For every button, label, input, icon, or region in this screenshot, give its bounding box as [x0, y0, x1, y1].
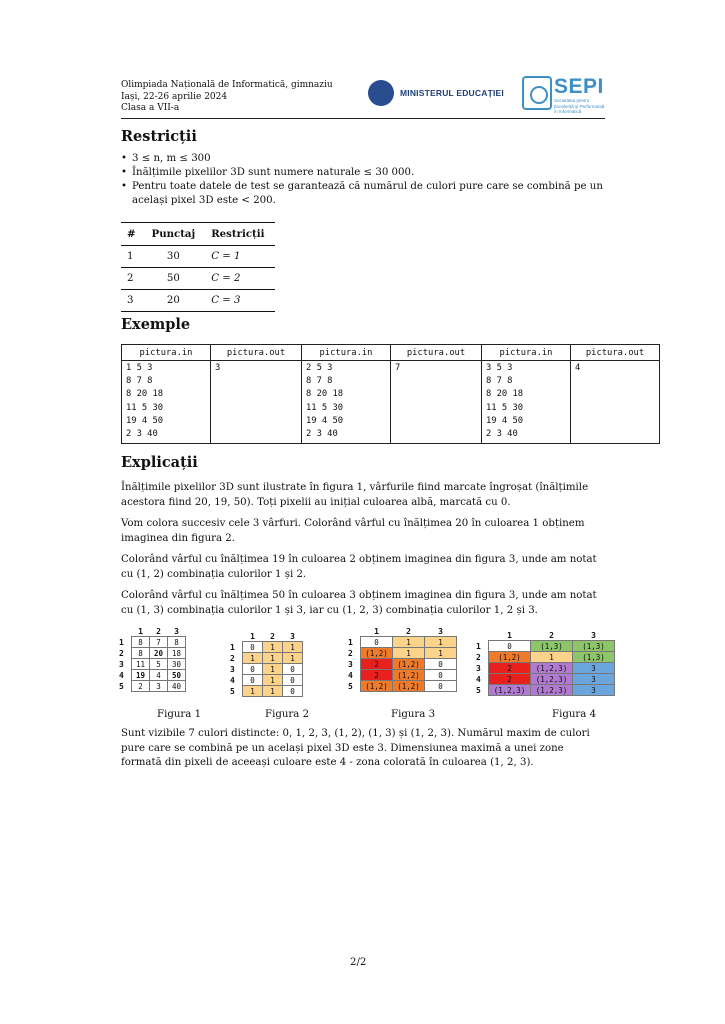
restrictii-list — [121, 152, 607, 208]
grid-row — [230, 686, 303, 697]
crest-icon — [368, 80, 394, 106]
grid-cell: 8 — [132, 648, 150, 659]
grid-row — [119, 670, 186, 681]
table-header: pictura.out — [211, 345, 302, 361]
grid-cell: 3 — [573, 663, 615, 674]
score-table — [121, 222, 275, 312]
grid-cell: 1 — [283, 642, 303, 653]
grid-cell: (1,2) — [489, 652, 531, 663]
grid-row-header: 3 — [476, 663, 481, 673]
table-cell: 2 — [121, 268, 146, 290]
grid-row — [476, 652, 615, 663]
grid-cell: 0 — [425, 681, 457, 692]
grid-cell: 3 — [150, 681, 168, 692]
grid-cell: 2 — [361, 670, 393, 681]
table-header: # — [121, 223, 146, 246]
section-title-exemple: Exemple — [121, 316, 191, 333]
grid-corner — [119, 626, 132, 637]
grid-cell: 2 — [489, 663, 531, 674]
table-cell: 3 — [121, 290, 146, 312]
header-info — [121, 80, 333, 115]
grid-col-header: 3 — [290, 631, 295, 641]
grid-row-header: 3 — [348, 659, 353, 669]
grid-row — [230, 664, 303, 675]
grid-row-header: 4 — [476, 674, 481, 684]
grid-cell: 20 — [150, 648, 168, 659]
grid-row-header: 2 — [119, 648, 124, 658]
ministry-name: MINISTERUL EDUCAȚIEI — [400, 88, 504, 98]
grid-cell: 11 — [132, 659, 150, 670]
grid-cell: (1,2,3) — [531, 674, 573, 685]
grid-corner — [476, 630, 489, 641]
grid-row-header: 5 — [119, 681, 124, 691]
grid-cell: 5 — [150, 659, 168, 670]
grid-cell: 40 — [168, 681, 186, 692]
grid-cell: 0 — [283, 675, 303, 686]
grid-cell: 1 — [263, 664, 283, 675]
paragraph: Înălțimile pixelilor 3D sunt ilustrate în figura 1, vârfurile fiind marcate îngroșat (înălțimile acestora fiind 20, 19, 50). Toți pixelii au inițial culoarea albă, marcată cu 0. — [121, 482, 589, 508]
grid-col-header: 2 — [406, 626, 411, 636]
grid-row-header: 5 — [348, 681, 353, 691]
table-row — [121, 268, 275, 290]
table-cell: C = 2 — [205, 268, 274, 290]
header-divider — [121, 118, 605, 119]
grid-row — [476, 674, 615, 685]
figure-caption: Figura 4 — [552, 709, 597, 720]
section-title-explicatii: Explicații — [121, 454, 198, 471]
paragraph: Vom colora succesiv cele 3 vârfuri. Colorând vârful cu înălțimea 20 în culoarea 1 obținem imaginea din figura 2. — [121, 518, 585, 544]
grid-row-header: 4 — [230, 675, 235, 685]
grid-cell: 0 — [243, 642, 263, 653]
paragraph: Colorând vârful cu înălțimea 50 în culoarea 3 obținem imaginea din figura 3, unde am notat cu (1, 3) combinația culorilor 1 și 3, iar cu (1, 2, 3) combinația culorilor 1, 2 și 3. — [121, 590, 597, 616]
grid-cell: 1 — [425, 648, 457, 659]
table-header: pictura.in — [302, 345, 391, 361]
grid-row — [476, 641, 615, 652]
grid-cell: 1 — [263, 642, 283, 653]
grid-col-header: 1 — [374, 626, 379, 636]
table-header: pictura.out — [571, 345, 660, 361]
table-cell: 30 — [146, 246, 206, 268]
grid-cell: 0 — [425, 670, 457, 681]
grid-row — [230, 675, 303, 686]
grid-row — [230, 642, 303, 653]
table-cell: C = 1 — [205, 246, 274, 268]
grid-cell: 2 — [361, 659, 393, 670]
grid-row-header: 1 — [230, 642, 235, 652]
header-line: Clasa a VII-a — [121, 103, 180, 113]
grid-row-header: 3 — [230, 664, 235, 674]
grid-cell: 0 — [283, 664, 303, 675]
grid-row — [348, 681, 457, 692]
grid-col-header: 2 — [270, 631, 275, 641]
grid-row-header: 4 — [119, 670, 124, 680]
grid-cell: 0 — [283, 686, 303, 697]
header-line: Olimpiada Națională de Informatică, gimnaziu — [121, 80, 333, 90]
grid-col-header: 2 — [549, 630, 554, 640]
grid-cell: (1,2,3) — [489, 685, 531, 696]
grid-cell: 7 — [150, 637, 168, 648]
grid-cell: 1 — [263, 653, 283, 664]
table-cell: 50 — [146, 268, 206, 290]
grid-col-header: 1 — [507, 630, 512, 640]
grid-row — [348, 648, 457, 659]
grid-cell: (1,2) — [393, 670, 425, 681]
table-header: pictura.out — [391, 345, 482, 361]
grid-cell: 0 — [489, 641, 531, 652]
grid-row-header: 5 — [230, 686, 235, 696]
grid-corner — [230, 631, 243, 642]
grid-row-header: 1 — [119, 637, 124, 647]
grid-cell: 1 — [263, 686, 283, 697]
figure-2-grid — [230, 631, 303, 697]
grid-cell: 30 — [168, 659, 186, 670]
sepi-icon — [522, 76, 552, 110]
grid-row — [230, 653, 303, 664]
grid-cell: 1 — [243, 653, 263, 664]
table-cell: 3 — [211, 361, 302, 444]
grid-row-header: 1 — [476, 641, 481, 651]
table-header: Punctaj — [146, 223, 206, 246]
grid-col-header: 3 — [591, 630, 596, 640]
grid-cell: 1 — [393, 648, 425, 659]
grid-cell: (1,3) — [531, 641, 573, 652]
examples-table — [121, 344, 660, 444]
table-cell: 7 — [391, 361, 482, 444]
grid-row — [119, 648, 186, 659]
table-cell: C = 3 — [205, 290, 274, 312]
grid-row — [119, 659, 186, 670]
grid-row — [119, 681, 186, 692]
header-line: Iași, 22-26 aprilie 2024 — [121, 91, 228, 102]
grid-cell: (1,3) — [573, 641, 615, 652]
table-cell: 1 5 3 8 7 8 8 20 18 11 5 30 19 4 50 2 3 40 — [122, 361, 211, 444]
grid-cell: 3 — [573, 685, 615, 696]
grid-cell: (1,3) — [573, 652, 615, 663]
grid-cell: (1,2) — [361, 648, 393, 659]
grid-cell: 1 — [393, 637, 425, 648]
grid-cell: 1 — [531, 652, 573, 663]
grid-cell: 2 — [132, 681, 150, 692]
table-header: Restricții — [205, 223, 274, 246]
grid-cell: 4 — [150, 670, 168, 681]
grid-corner — [348, 626, 361, 637]
grid-col-header: 3 — [174, 626, 179, 636]
grid-col-header: 1 — [138, 626, 143, 636]
grid-cell: 0 — [361, 637, 393, 648]
paragraph: Colorând vârful cu înălțimea 19 în culoarea 2 obținem imaginea din figura 3, unde am notat cu (1, 2) combinația culorilor 1 și 2. — [121, 554, 597, 580]
grid-cell: 8 — [132, 637, 150, 648]
grid-cell: 3 — [573, 674, 615, 685]
grid-cell: (1,2,3) — [531, 663, 573, 674]
grid-row-header: 5 — [476, 685, 481, 695]
grid-col-header: 3 — [438, 626, 443, 636]
grid-row-header: 2 — [230, 653, 235, 663]
grid-cell: 1 — [425, 637, 457, 648]
list-item: • Înălțimile pixelilor 3D sunt numere naturale ≤ 30 000. — [121, 166, 607, 180]
grid-cell: 0 — [243, 664, 263, 675]
table-header: pictura.in — [482, 345, 571, 361]
sepi-logo — [522, 76, 606, 115]
grid-cell: (1,2) — [361, 681, 393, 692]
grid-col-header: 2 — [156, 626, 161, 636]
grid-row-header: 2 — [348, 648, 353, 658]
table-cell: 20 — [146, 290, 206, 312]
grid-row — [476, 685, 615, 696]
grid-row — [348, 659, 457, 670]
figure-4-grid — [476, 630, 615, 696]
figure-1-grid — [119, 626, 186, 692]
page-number: 2/2 — [350, 957, 367, 968]
grid-cell: 18 — [168, 648, 186, 659]
table-cell: 4 — [571, 361, 660, 444]
grid-row-header: 1 — [348, 637, 353, 647]
figure-caption: Figura 2 — [265, 709, 310, 720]
table-cell: 3 5 3 8 7 8 8 20 18 11 5 30 19 4 50 2 3 40 — [482, 361, 571, 444]
grid-cell: (1,2) — [393, 681, 425, 692]
grid-cell: 1 — [283, 653, 303, 664]
grid-row-header: 3 — [119, 659, 124, 669]
grid-row — [476, 663, 615, 674]
figure-caption: Figura 3 — [391, 709, 436, 720]
grid-row — [119, 637, 186, 648]
grid-col-header: 1 — [250, 631, 255, 641]
list-item: • 3 ≤ n, m ≤ 300 — [121, 152, 607, 166]
table-row — [121, 290, 275, 312]
table-row — [122, 361, 660, 444]
grid-cell: 19 — [132, 670, 150, 681]
grid-cell: 0 — [243, 675, 263, 686]
table-cell: 2 5 3 8 7 8 8 20 18 11 5 30 19 4 50 2 3 40 — [302, 361, 391, 444]
grid-cell: 0 — [425, 659, 457, 670]
grid-row-header: 4 — [348, 670, 353, 680]
grid-cell: 1 — [243, 686, 263, 697]
grid-row — [348, 670, 457, 681]
sepi-name: SEPI — [554, 75, 604, 98]
table-cell: 1 — [121, 246, 146, 268]
grid-cell: 8 — [168, 637, 186, 648]
grid-cell: (1,2,3) — [531, 685, 573, 696]
grid-cell: (1,2) — [393, 659, 425, 670]
grid-cell: 50 — [168, 670, 186, 681]
section-title-restrictii: Restricții — [121, 128, 197, 145]
ministry-logo — [368, 80, 504, 106]
grid-cell: 1 — [263, 675, 283, 686]
list-item: • Pentru toate datele de test se garantează că numărul de culori pure care se combină pe un același pixel 3D este < 200. — [121, 180, 607, 208]
grid-cell: 2 — [489, 674, 531, 685]
grid-row — [348, 637, 457, 648]
table-row — [121, 246, 275, 268]
sepi-subtitle: Societatea pentru Excelență și Performanță în Informatică — [554, 98, 605, 114]
paragraph: Sunt vizibile 7 culori distincte: 0, 1, 2, 3, (1, 2), (1, 3) și (1, 2, 3). Numărul maxim de culori pure care se combină pe un același pixel 3D este 3. Dimensiunea maximă a unei zone formată din pixeli de aceeași culoare este 4 - zona colorată în culoarea (1, 2, 3). — [121, 728, 590, 768]
table-header: pictura.in — [122, 345, 211, 361]
grid-row-header: 2 — [476, 652, 481, 662]
figure-3-grid — [348, 626, 457, 692]
figure-caption: Figura 1 — [157, 709, 202, 720]
